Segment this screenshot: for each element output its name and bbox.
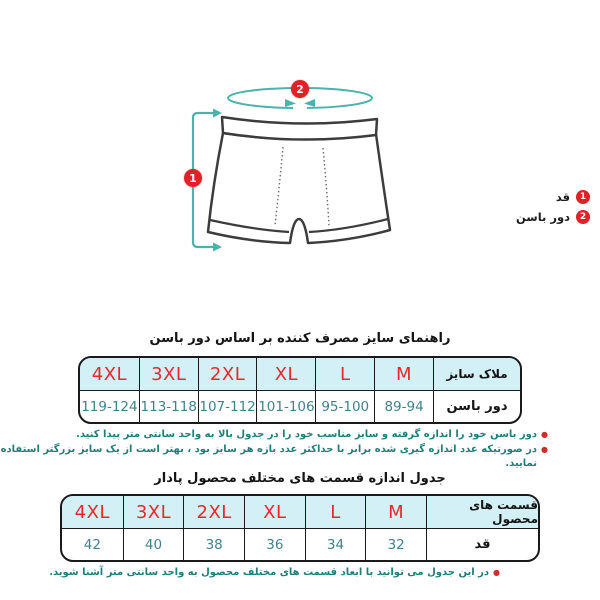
length-cell: 32 [365,529,426,560]
note-text: در این جدول می توانید با ابعاد قسمت های مختلف محصول به واحد سانتی متر آشنا شوید. [49,567,490,578]
note-text: در صورتیکه عدد اندازه گیری شده برابر با حداکثر عدد بازه هر سایز بود ، بهتر است از یک سایز بزرگتر استفاده نمایید. [0,444,538,469]
parts-table-note [49,566,500,580]
size-guide-value-row [80,391,520,422]
size-cell: M [374,358,433,391]
size-cell: L [315,358,374,391]
legend-height-label: قد [555,190,570,204]
size-guide-header-row [80,358,520,391]
parts-value-row [62,529,538,560]
length-row-label: قد [426,529,538,560]
parts-header-row [62,496,538,529]
marker-waist-badge: 2 [291,80,309,98]
size-criterion-header: ملاک سایز [433,358,520,391]
range-cell: 89-94 [374,391,433,422]
note-item [0,428,548,442]
note-item [0,443,548,471]
bullet-icon: ● [493,568,500,577]
ellipse-gap [293,100,307,112]
bullet-icon: ● [541,430,548,439]
height-arrow-bottom-icon [213,243,222,252]
marker-height-badge: 1 [184,169,202,187]
parts-header-label: قسمت های محصول [426,496,538,529]
legend [516,190,590,224]
legend-item-height [556,190,590,204]
length-cell: 42 [83,536,101,553]
product-parts-table [60,494,540,562]
size-cell: M [365,496,426,529]
range-cell: 101-106 [256,391,315,422]
size-cell: XL [244,496,305,529]
length-cell: 34 [305,529,366,560]
parts-table-title: جدول اندازه قسمت های مختلف محصول پادار [154,471,446,486]
size-cell: 3XL [123,496,184,529]
legend-item-hip [516,210,590,224]
note-item [49,566,500,580]
size-guide-table [78,356,522,424]
size-cell: 2XL [198,358,257,391]
size-cell: XL [256,358,315,391]
size-cell: 4XL [80,358,139,391]
shorts-body [208,133,390,243]
boxer-shorts-drawing [170,72,400,257]
note-text: دور باسن خود را اندازه گرفته و سایز مناسب خود را در جدول بالا به واحد سانتی متر پیدا کنید. [76,429,538,440]
hip-row-label: دور باسن [433,391,520,422]
size-cell: 2XL [183,496,244,529]
length-cell: 40 [123,529,184,560]
height-arrow-top-icon [213,109,222,118]
range-cell: 95-100 [315,391,374,422]
size-cell: 4XL [62,496,123,529]
size-cell: L [305,496,366,529]
range-cell: 107-112 [198,391,257,422]
range-cell: 113-118 [139,391,198,422]
size-guide-notes [0,428,548,471]
legend-height-badge: 1 [576,190,590,204]
bullet-icon: ● [541,445,548,454]
waistband [222,117,377,140]
size-cell: 3XL [139,358,198,391]
legend-hip-label: دور باسن [516,210,570,224]
length-cell: 36 [244,529,305,560]
legend-hip-badge: 2 [576,210,590,224]
length-cell: 38 [183,529,244,560]
size-guide-title: راهنمای سایز مصرف کننده بر اساس دور باسن [149,331,451,346]
range-cell: 119-124 [81,398,138,415]
